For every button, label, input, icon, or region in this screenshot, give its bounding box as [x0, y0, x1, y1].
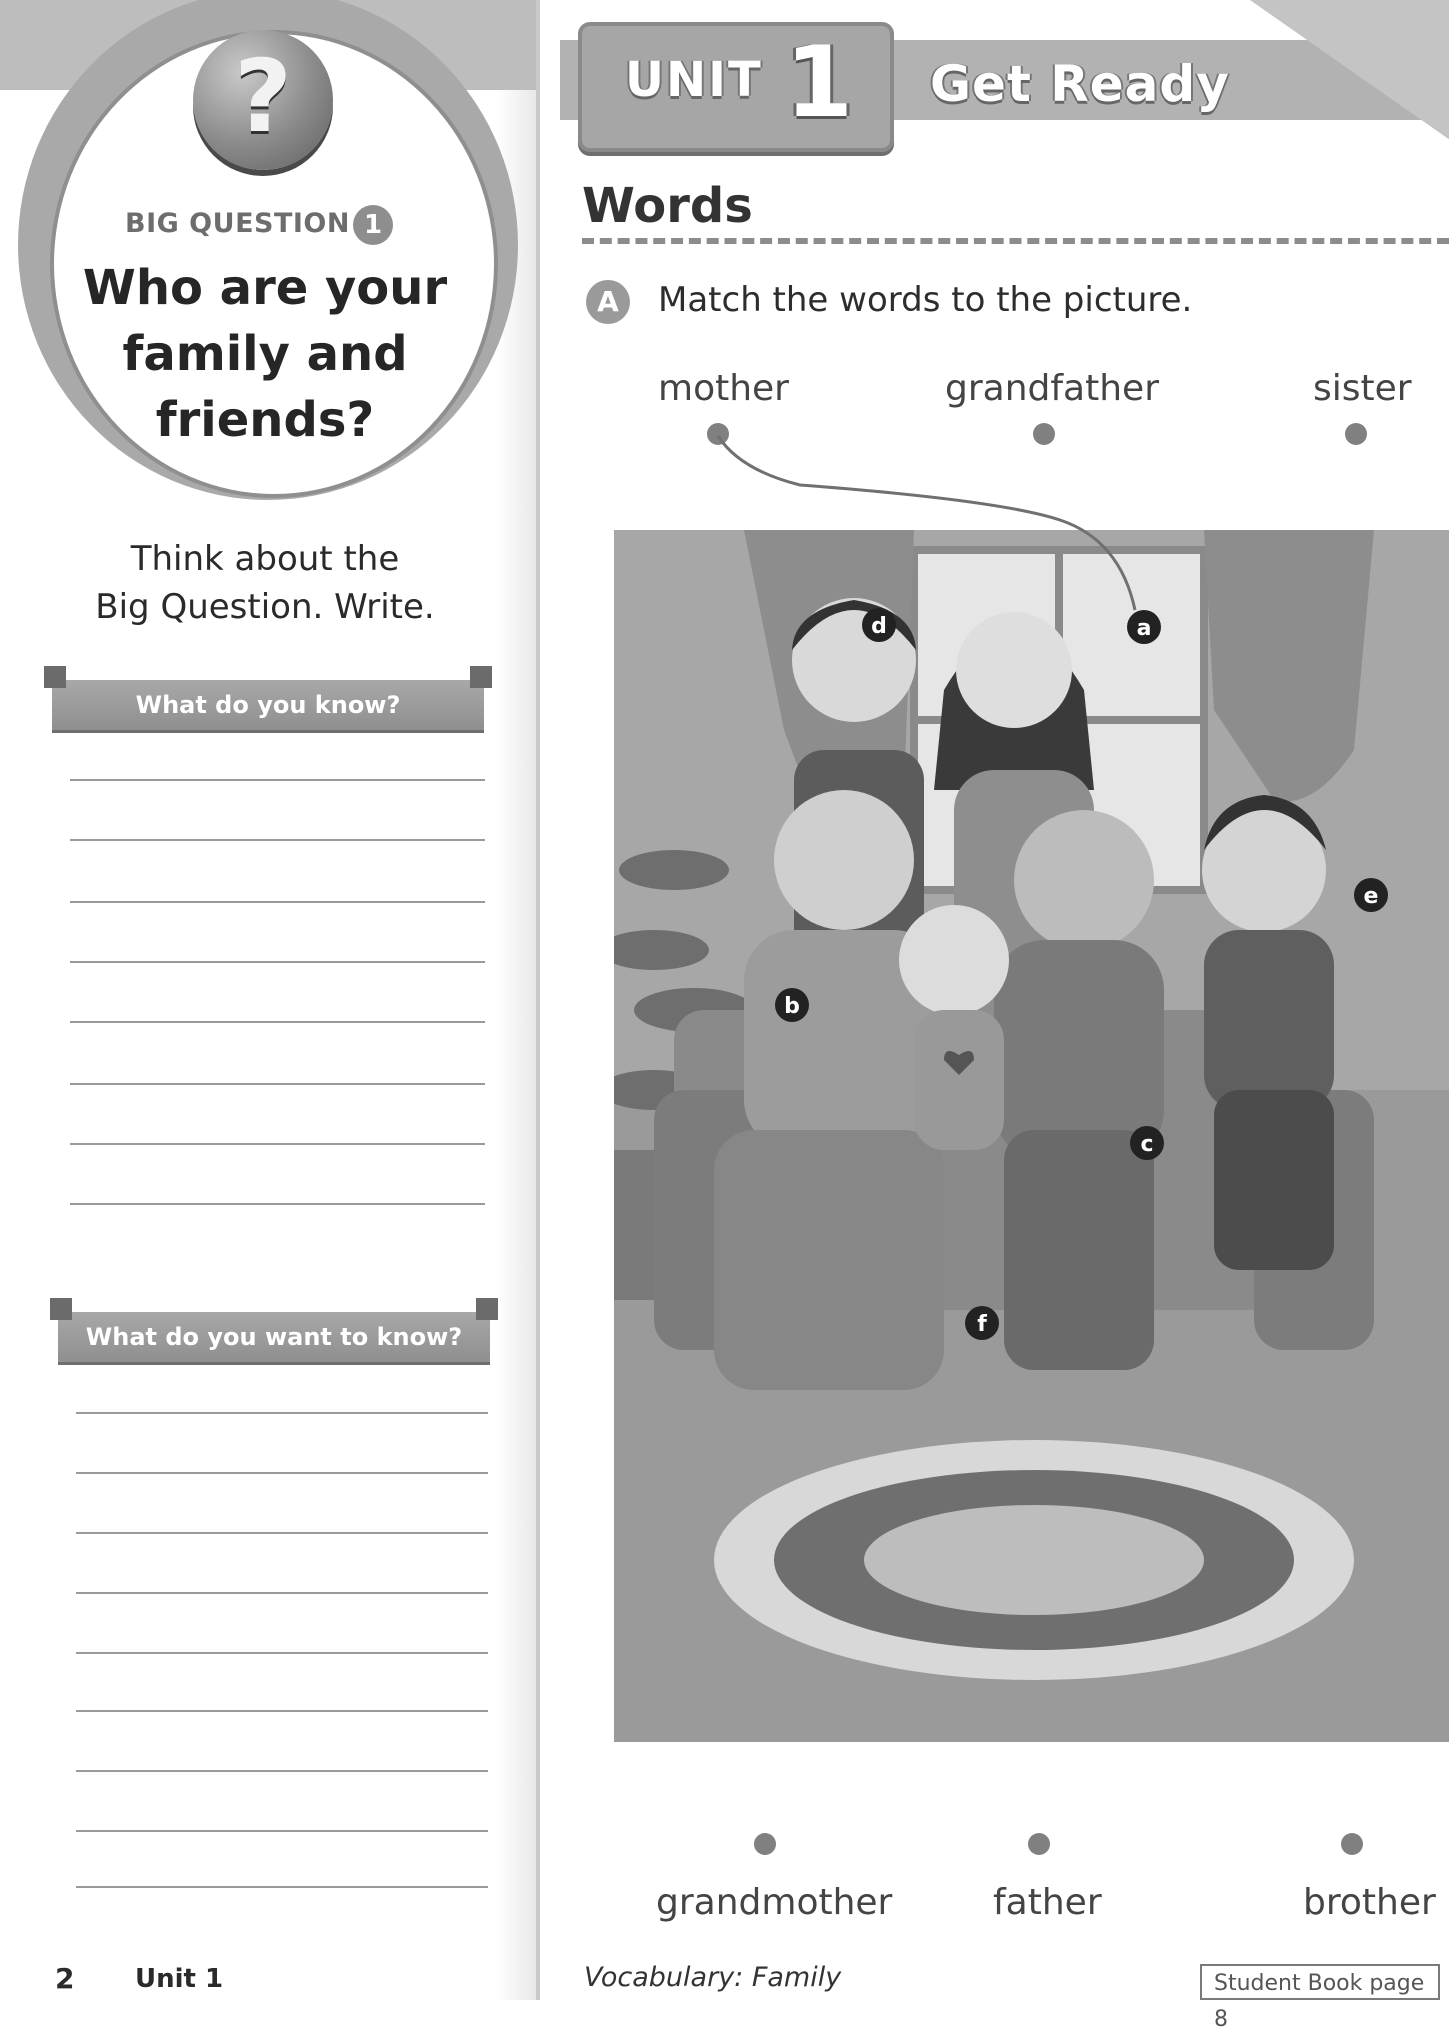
big-question-label: BIG QUESTION — [125, 208, 350, 239]
writing-line[interactable] — [70, 779, 485, 781]
grandmother-figure — [994, 810, 1164, 1370]
section-divider — [582, 238, 1449, 244]
picture-label-d — [862, 608, 896, 642]
match-dot-brother[interactable] — [1341, 1833, 1363, 1855]
label-e-text: e — [1363, 884, 1379, 909]
big-question-line: family and — [122, 326, 408, 382]
family-picture — [614, 530, 1449, 1742]
writing-line[interactable] — [76, 1472, 488, 1474]
brother-figure — [1202, 795, 1334, 1270]
unit-number: 1 — [785, 26, 854, 140]
ribbon-what-do-you-know: What do you know? — [52, 680, 484, 730]
section-title: Words — [582, 178, 753, 234]
writing-line[interactable] — [76, 1652, 488, 1654]
picture-label-e — [1354, 878, 1388, 912]
big-question-line: friends? — [155, 392, 375, 448]
big-question-sidebar — [0, 0, 540, 2000]
topic-footer: Vocabulary: Family — [584, 1962, 842, 1993]
match-dot-sister[interactable] — [1345, 423, 1367, 445]
word-grandfather: grandfather — [945, 368, 1159, 409]
activity-instruction: Match the words to the picture. — [658, 280, 1193, 320]
picture-label-c — [1130, 1126, 1164, 1160]
match-dot-father[interactable] — [1028, 1833, 1050, 1855]
unit-word: UNIT — [625, 52, 763, 108]
student-book-reference: Student Book page 8 — [1200, 1964, 1440, 2000]
label-f-text: f — [977, 1312, 987, 1337]
question-mark-glyph: ? — [233, 38, 292, 155]
word-brother: brother — [1303, 1882, 1436, 1923]
unit-subtitle: Get Ready — [930, 55, 1230, 113]
writing-line[interactable] — [76, 1710, 488, 1712]
word-grandmother: grandmother — [656, 1882, 893, 1923]
writing-line[interactable] — [70, 1143, 485, 1145]
writing-line[interactable] — [76, 1592, 488, 1594]
writing-line[interactable] — [70, 839, 485, 841]
writing-line[interactable] — [76, 1532, 488, 1534]
writing-line[interactable] — [70, 1021, 485, 1023]
word-mother: mother — [658, 368, 789, 409]
question-mark-icon — [193, 30, 333, 170]
writing-line[interactable] — [70, 901, 485, 903]
think-instruction — [60, 535, 470, 631]
writing-line[interactable] — [76, 1886, 488, 1888]
header-corner-decoration — [1250, 0, 1449, 140]
big-question-text — [80, 255, 450, 453]
unit-footer-label: Unit 1 — [135, 1964, 224, 1994]
big-question-number-badge: 1 — [353, 205, 393, 245]
writing-line[interactable] — [70, 961, 485, 963]
think-line: Think about the — [130, 539, 400, 579]
activity-letter-badge: A — [586, 280, 630, 324]
label-c-text: c — [1140, 1132, 1154, 1157]
match-dot-mother[interactable] — [707, 423, 729, 445]
label-d-text: d — [871, 614, 887, 639]
ribbon-what-do-you-want-to-know: What do you want to know? — [58, 1312, 490, 1362]
match-dot-grandfather[interactable] — [1033, 423, 1055, 445]
match-dot-grandmother[interactable] — [754, 1833, 776, 1855]
word-sister: sister — [1313, 368, 1412, 409]
writing-line[interactable] — [76, 1770, 488, 1772]
picture-label-f — [965, 1306, 999, 1340]
writing-line[interactable] — [76, 1830, 488, 1832]
label-a-text: a — [1136, 616, 1152, 641]
picture-label-b — [775, 988, 809, 1022]
writing-line[interactable] — [70, 1083, 485, 1085]
page-number: 2 — [55, 1962, 75, 1995]
picture-label-a — [1127, 610, 1161, 644]
word-father: father — [993, 1882, 1102, 1923]
think-line: Big Question. Write. — [95, 587, 435, 627]
writing-line[interactable] — [70, 1203, 485, 1205]
label-b-text: b — [784, 994, 800, 1019]
writing-line[interactable] — [76, 1412, 488, 1414]
big-question-line: Who are your — [82, 260, 448, 316]
